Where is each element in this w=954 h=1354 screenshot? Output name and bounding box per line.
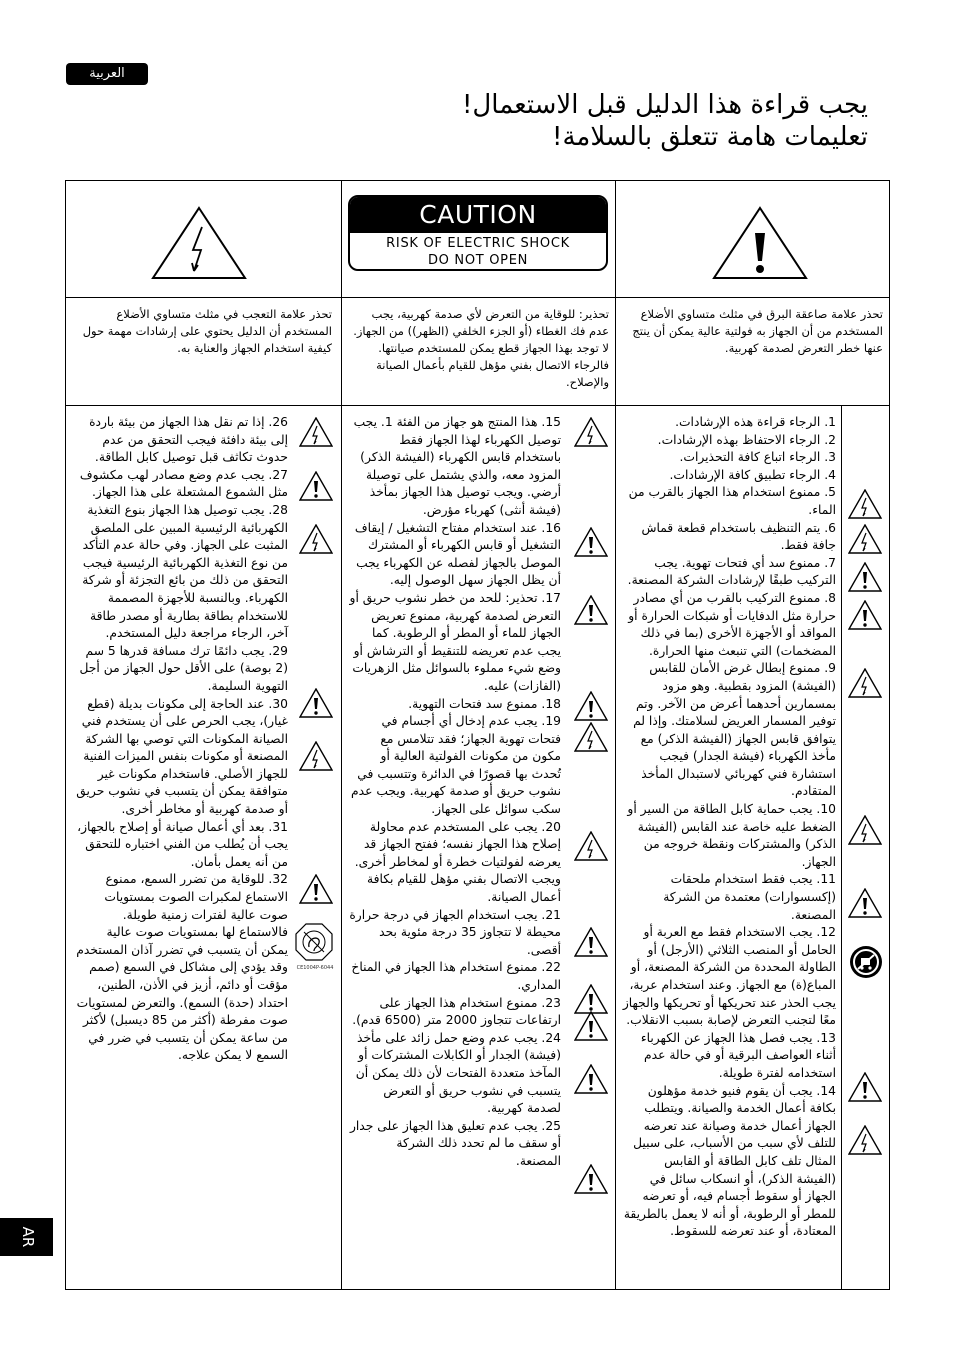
no-cart-tip-over-icon bbox=[849, 945, 883, 979]
side-language-tab bbox=[0, 1218, 53, 1256]
exclamation-warning-text: تحذر علامة التعجب في مثلث متساوي الأضلاع المستخدم أن الدليل يحتوي على إرشادات مهمة حول كيفية استخدام الجهاز والعناية به. bbox=[82, 307, 332, 355]
divider bbox=[341, 181, 342, 1289]
exclamation-triangle-icon bbox=[299, 688, 333, 718]
lightning-triangle-icon bbox=[848, 815, 882, 845]
instruction-item: 20. يجب على المستخدم عدم محاولة إصلاح هذا الجهاز نفسه؛ ففتح الجهاز قد يعرضه لفولتيات خطرة أو لمخاطر أخرى. ويجب الاتصال بفني مؤهل للقيام بكافة أعمال الصيانة. bbox=[354, 819, 561, 905]
lightning-triangle-icon bbox=[848, 668, 882, 698]
exclamation-triangle-icon bbox=[848, 1072, 882, 1102]
exclamation-triangle-icon bbox=[574, 1164, 608, 1194]
instruction-item: 13. يجب فصل هذا الجهاز عن الكهرباء أثناء العواصف البرقية أو في حالة عدم استخدامه لفترة طويلة. bbox=[640, 1030, 836, 1080]
instruction-item: 27. يجب عدم وضع مصادر لهب مكشوف مثل الشموع المشتعلة على هذا الجهاز. bbox=[79, 467, 288, 500]
lightning-triangle-icon bbox=[848, 524, 882, 554]
instruction-item: 18. ممنوع سد فتحات التهوية. bbox=[408, 696, 561, 711]
instruction-item: 11. يجب فقط استخدام ملحقات (إكسسوارات) معتمدة من الشركة المصنعة. bbox=[663, 872, 836, 922]
lightning-triangle-icon bbox=[574, 722, 608, 752]
exclamation-triangle-icon bbox=[848, 888, 882, 918]
instruction-item: 28. يجب توصيل هذا الجهاز بنوع التغذية الكهربائية الرئيسية المبين على الملصق المثبت على الجهاز. وفي حالة عدم التأكد من نوع التغذية الكهربائية الرئيسية فيجب التحقق من ذلك من بائع التجزئة أو شركة الكهرباء. وبالنسبة للأجهزة المصممة للاستخدام بطاقة بطارية أو مصدر طاقة آخر، الرجاء مراجعة دليل المستخدم. bbox=[82, 502, 288, 641]
caution-line1: RISK OF ELECTRIC SHOCK bbox=[386, 236, 570, 251]
caution-line2: DO NOT OPEN bbox=[427, 253, 529, 268]
page-title: يجب قراءة هذا الدليل قبل الاستعمال! bbox=[461, 90, 868, 120]
instruction-item: 23. ممنوع استخدام هذا الجهاز على ارتفاعات تتجاوز 2000 متر (6500 قدم). bbox=[352, 995, 561, 1028]
instruction-item: 3. الرجاء اتباع كافة التحذيرات. bbox=[679, 450, 836, 465]
caution-label bbox=[348, 195, 608, 271]
exclamation-triangle-icon bbox=[711, 205, 809, 281]
exclamation-triangle-icon bbox=[848, 562, 882, 592]
exclamation-triangle-icon bbox=[574, 527, 608, 557]
instruction-item: 9. ممنوع إبطال غرض الأمان للقابس (الفيشة) المزود بقطبية. وهو مزود بمسمارين أحدهما أعرض من الآخر. وتم توفير المسمار العريض لسلامتك. وإذا لم يتوافق قابس الجهاز (الفيشة الذكر) مع مأخذ الكهرباء (فيشة الجدار) فيجب استشارة فني كهربائي لاستبدال المأخذ المتقادم. bbox=[633, 661, 836, 799]
hearing-warning-icon bbox=[295, 923, 337, 971]
instruction-item: 19. يجب عدم إدخال أي أجسام في فتحات تهوية الجهاز؛ فقد تتلامس مع مكون من مكونات الفولتية العالية أو تُحدث بها قصورًا في الدائرة وتتسبب في نشوب حريق أو صدمة كهربية. ويجب عدم سكب سوائل على الجهاز. bbox=[351, 714, 561, 817]
page-subtitle: تعليمات هامة تتعلق بالسلامة! bbox=[552, 122, 868, 152]
caution-heading: CAUTION bbox=[350, 197, 606, 233]
lightning-triangle-icon bbox=[150, 205, 248, 281]
lightning-triangle-icon bbox=[299, 417, 333, 447]
lightning-triangle-icon bbox=[848, 1125, 882, 1155]
instruction-item: 21. يجب استخدام الجهاز في درجة حرارة محيطة لا تتجاوز 35 درجة مئوية بحد أقصى. bbox=[349, 907, 561, 957]
instruction-item: 24. يجب عدم وضع حمل زائد على مأخذ (فيشة) الجدار أو الكابلات المشتركات أو المآخذ متعددة الفتحات لأن ذلك يمكن أن يتسبب في نشوب حريق أو التعرض لصدمة كهربية. bbox=[355, 1030, 561, 1116]
instruction-item: 12. يجب الاستخدام فقط مع العربة أو الحامل أو المنصب الثلاثي (الأرجل) أو الطاولة المحددة من الشركة المصنعة، أو المباع(ة) مع الجهاز. وعند استخدام عربة، يجب الحذر عند تحريكها أو تحريكها والجهاز معًا لتجنب التعرض لإصابة بسبب الانقلاب. bbox=[622, 925, 836, 1028]
instruction-item: 14. يجب أن يقوم فنيو خدمة مؤهلون بكافة أعمال الخدمة والصيانة. ويتطلب الجهاز أعمال خدمة وصيانة عند تعرضه للتلف لأي سبب من الأسباب، على سبيل المثال تلف كابل الطاقة أو القابس (الفيشة الذكر)، أو انسكاب سائل في الجهاز أو سقوط أجسام فيه، أو تعرضه للمطر أو الرطوبة، أو أنه لا يعمل بالطريقة المعتادة، أو عند تعرضه للسقوط. bbox=[623, 1083, 836, 1239]
divider bbox=[615, 181, 616, 1289]
instruction-item: 22. ممنوع استخدام هذا الجهاز في المناخ المداري. bbox=[351, 960, 561, 992]
instruction-item: 6. يتم التنظيف باستخدام قطعة قماش جافة فقط. bbox=[641, 520, 836, 553]
instruction-item: 32. للوقاية من تضرر السمع، ممنوع الاستماع لمكبرات الصوت بمستويات صوت عالية لفترات زمنية طويلة. فالاستماع لها بمستويات صوت عالية يمكن أن يتسبب في تضرر آذان المستخدم وقد يؤدي إلى مشاكل في السمع (صمم مؤقت أو دائم، أزيز في الأذن، الطنين، احتداد (حدة) السمع). والتعرض لمستويات صوت مفرطة (أكثر من 85 ديسبل) لأكثر من ساعة يمكن أن يتسبب في ضرر في السمع لا يمكن علاجه. bbox=[76, 872, 288, 1063]
hearing-icon-caption: CE1004P-6044 bbox=[296, 965, 334, 971]
instruction-item: 10. يجب حماية كابل الطاقة من السير أو الضغط عليه خاصة عند القابس (الفيشة الذكر) والمشتركات ونقطة خروجه من الجهاز. bbox=[627, 802, 836, 869]
exclamation-triangle-icon bbox=[848, 600, 882, 630]
exclamation-triangle-icon bbox=[299, 471, 333, 501]
instruction-item: 26. إذا تم نقل هذا الجهاز من بيئة باردة إلى بيئة دافئة فيجب التحقق من عدم حدوث تكاثف قبل توصيل كابل الطاقة. bbox=[89, 415, 288, 465]
exclamation-triangle-icon bbox=[299, 874, 333, 904]
instruction-item: 17. تحذير: للحد من خطر نشوب حريق أو التعرض لصدمة كهربية، ممنوع تعريض الجهاز للماء أو المطر أو الرطوبة. كما يجب عدم تعريضه للتنقيط أو الترشاش أو وضع شيء مملوء بالسوائل مثل الزهريات (الفازات) عليه. bbox=[349, 590, 561, 693]
instruction-item: 5. ممنوع استخدام هذا الجهاز بالقرب من الماء. bbox=[628, 485, 836, 517]
lightning-triangle-icon bbox=[299, 741, 333, 771]
instruction-item: 7. ممنوع سد أي فتحات تهوية. يجب التركيب طبقًا لإرشادات الشركة المصنعة. bbox=[627, 555, 836, 588]
instructions-right-column bbox=[622, 414, 836, 1241]
instruction-item: 16. عند استخدام مفتاح التشغيل / إيقاف التشغيل أو قابس الكهرباء أو المشترك الموصل بالجهاز لفصله عن الكهرباء يجب أن يظل الجهاز سهل الوصول إليه. bbox=[354, 520, 561, 588]
divider bbox=[66, 405, 889, 406]
caution-warning-text: تحذير: للوقاية من التعرض لأي صدمة كهربية، يجب عدم فك الغطاء (أو الجزء الخلفي (الظهر)) من الجهاز. لا توجد بهذا الجهاز قطع يمكن للمستخدم صيانتها. فالرجاء الاتصال بفني مؤهل للقيام بأعمال الصيانة والإصلاح. bbox=[353, 307, 609, 389]
lightning-triangle-icon bbox=[848, 489, 882, 519]
instruction-item: 15. هذا المنتج هو جهاز من الفئة 1. يجب توصيل الكهرباء لهذا الجهاز فقط باستخدام قابس الكهرباء (الفيشة الذكر) المزود معه، والذي يشتمل على توصيلة أرضي. ويجب توصيل هذا الجهاز بمأخذ (فيشة أنثى) كهرباء مؤرض. bbox=[353, 415, 561, 517]
language-tab: العربية bbox=[66, 63, 148, 85]
exclamation-triangle-icon bbox=[574, 595, 608, 625]
safety-frame bbox=[65, 180, 890, 1290]
instruction-item: 1. الرجاء قراءة هذه الإرشادات. bbox=[675, 415, 836, 429]
divider bbox=[841, 405, 842, 1289]
instruction-item: 25. يجب عدم تعليق هذا الجهاز على جدار أو سقف ما لم تحدد ذلك الشركة المصنعة. bbox=[349, 1118, 561, 1168]
instruction-item: 8. ممنوع التركيب بالقرب من أي مصادر حرارة مثل الدفايات أو شبكات الحرارة أو المواقد أو الأجهزة الأخرى (بما في ذلك المضخمات) التي تنبعث منها الحرارة. bbox=[628, 590, 836, 658]
lightning-triangle-icon bbox=[574, 831, 608, 861]
exclamation-triangle-icon bbox=[574, 1064, 608, 1094]
lightning-warning-text: تحذر علامة صاعقة البرق في مثلث متساوي الأضلاع المستخدم من أن الجهاز به فولتية عالية يمكن أن ينتج عنها خطر التعرض لصدمة كهربية. bbox=[632, 307, 883, 355]
divider bbox=[66, 297, 889, 298]
instructions-middle-column bbox=[349, 414, 561, 1171]
side-tab-label: AR bbox=[19, 1226, 37, 1248]
instruction-item: 2. الرجاء الاحتفاظ بهذه الإرشادات. bbox=[657, 432, 836, 447]
exclamation-triangle-icon bbox=[574, 927, 608, 957]
lightning-triangle-icon bbox=[299, 524, 333, 554]
instruction-item: 31. بعد أي أعمال صيانة أو إصلاح بالجهاز، يجب أن يُطلب من الفني اختباره للتحقق من أنه يعمل بأمان. bbox=[77, 819, 288, 869]
lightning-triangle-icon bbox=[574, 417, 608, 447]
exclamation-triangle-icon bbox=[574, 1011, 608, 1041]
instruction-item: 30. عند الحاجة إلى مكونات بديلة (قطع غيار)، يجب الحرص على أن يستخدم فني الصيانة المكونات التي توصي بها الشركة المصنعة أو مكونات بنفس الميزات الفنية للجهاز الأصلي. فاستخدام مكونات غير متوافقة يمكن أن يتسبب في نشوب حريق أو صدمة كهربية أو مخاطر أخرى. bbox=[76, 696, 288, 817]
instructions-left-column bbox=[76, 414, 288, 1065]
instruction-item: 4. الرجاء تطبيق كافة الإرشادات. bbox=[669, 467, 836, 482]
exclamation-triangle-icon bbox=[574, 984, 608, 1014]
exclamation-triangle-icon bbox=[574, 691, 608, 721]
instruction-item: 29. يجب دائمًا ترك مسافة قدرها 5 سم (2 بوصة) على الأقل حول الجهاز من أجل التهوية السليمة. bbox=[79, 643, 288, 693]
